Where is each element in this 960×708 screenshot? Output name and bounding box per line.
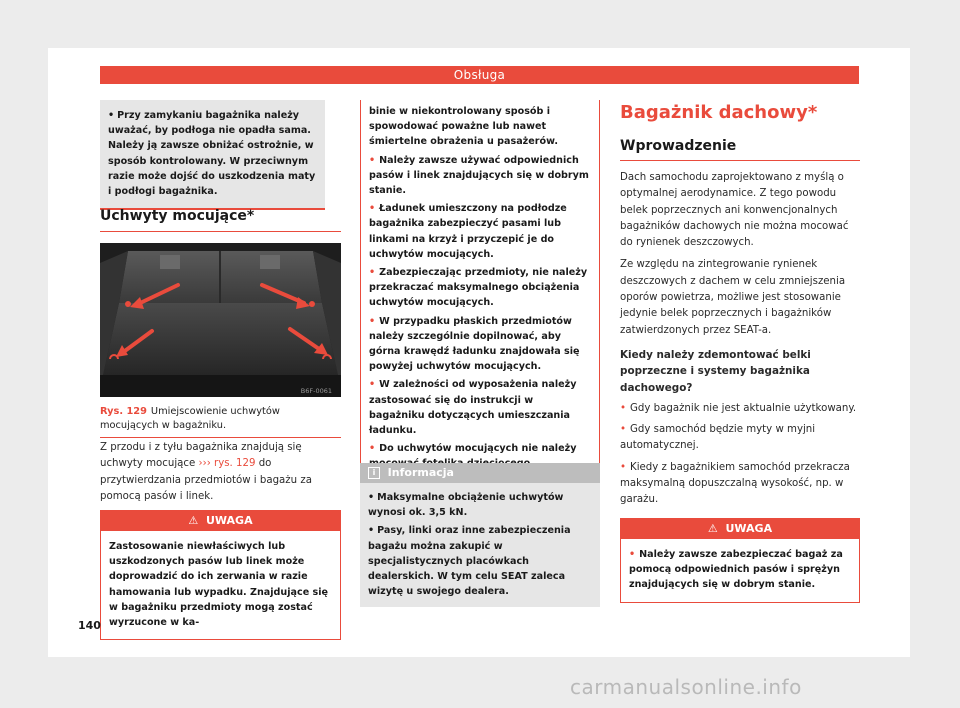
body-paragraph [100, 440, 341, 505]
warning-box [620, 518, 860, 603]
question-heading: Kiedy należy zdemontować belki poprzeczne i systemy bagażnika dachowego? [620, 348, 811, 394]
bullet-icon: • [369, 443, 376, 455]
warning-continued-text: binie w niekontrolowany sposób i spowodować poważne lub nawet śmiertelne obrażenia u pasażerów. [369, 106, 558, 148]
section-subtitle: Wprowadzenie [620, 138, 737, 154]
bullet-icon: • [108, 110, 115, 121]
bullet-icon: • [368, 492, 375, 503]
column-1 [100, 100, 341, 629]
warning-header [621, 519, 859, 539]
watermark: carmanualsonline.info [570, 675, 802, 699]
caption-text: Umiejscowienie uchwytów mocujących w bagażniku. [100, 406, 280, 431]
bullet-icon: • [620, 461, 627, 473]
body-text-1: Z przodu i z tyłu bagażnika znajdują się uchwyty mocujące [100, 442, 302, 470]
warning-triangle-icon: ⚠ [188, 514, 199, 527]
body-text-2: do przytwierdzania przedmiotów i bagażu za pomocą pasów i linek. [100, 458, 312, 502]
list-item: Kiedy z bagażnikiem samochód przekracza maksymalną dopuszczalną wysokość, np. w garażu. [620, 461, 850, 506]
paragraph-2: Ze względu na zintegrowanie rynienek deszczowych z dachem w celu zmniejszenia oporów powietrza, możliwe jest stosowanie jedynie belek poprzecznych i bagażników zatwierdzonych przez SEAT-a. [620, 259, 846, 336]
info-bullet: Maksymalne obciążenie uchwytów wynosi ok. 3,5 kN. [368, 492, 564, 519]
chapter-title: Bagażnik dachowy* [620, 102, 818, 123]
info-box [360, 463, 600, 607]
info-label: Informacja [387, 466, 454, 479]
warning-text: Przy zamykaniu bagażnika należy uważać, by podłoga nie opadła sama. Należy ją zawsze obniżać ostrożnie, w sposób kontrolowany. W przeciwnym razie może dojść do uszkodzenia maty i podłogi bagażnika. [108, 110, 316, 198]
figure-code: B6F-0061 [300, 387, 332, 395]
figure-link[interactable]: ››› rys. 129 [198, 458, 256, 470]
figure-trunk-photo [100, 243, 341, 397]
bullet-icon: • [629, 549, 636, 560]
warning-text: Zastosowanie niewłaściwych lub uszkodzonych pasów lub linek może doprowadzić do ich zerwania w razie hamowania lub wypadku. Znajdujące się w bagażniku przedmioty mogą zostać wyrzucone w ka- [109, 541, 329, 629]
list-item: Gdy samochód będzie myty w myjni automatycznej. [620, 424, 816, 452]
warning-label: UWAGA [725, 522, 773, 535]
bullet-icon: • [369, 315, 376, 327]
warning-box [100, 510, 341, 640]
warning-triangle-icon: ⚠ [707, 522, 718, 535]
section-rule [100, 231, 341, 232]
subtitle-rule [620, 160, 860, 161]
warning-bullet: Należy zawsze używać odpowiednich pasów i linek znajdujących się w dobrym stanie. [369, 154, 589, 197]
bullet-icon: • [620, 424, 627, 436]
bullet-icon: • [369, 154, 376, 166]
chapter-header: Obsługa [100, 66, 859, 84]
bullet-icon: • [620, 402, 627, 414]
figure-caption [100, 405, 341, 438]
warning-label: UWAGA [205, 514, 253, 527]
warning-box-continued [360, 100, 600, 482]
warning-continuation [100, 100, 325, 210]
bullet-icon: • [369, 203, 376, 215]
bullet-icon: • [369, 267, 376, 279]
info-icon: i [368, 467, 380, 479]
body-text [620, 170, 860, 509]
list-item: Gdy bagażnik nie jest aktualnie użytkowany. [630, 402, 857, 414]
warning-bullet: W przypadku płaskich przedmiotów należy szczególnie dopilnować, aby górna krawędź ładunku znajdowała się powyżej uchwytów mocujących. [369, 315, 580, 373]
warning-bullet: Ładunek umieszczony na podłodze bagażnika zabezpieczyć pasami lub linkami na krzyż i przyczepić je do uchwytów mocujących. [369, 203, 567, 260]
info-bullet: Pasy, linki oraz inne zabezpieczenia bagażu można zakupić w specjalistycznych placówkach dealerskich. W tym celu SEAT zaleca wizytę u swojego dealera. [368, 525, 571, 598]
page-number: 140 [78, 619, 101, 632]
warning-bullet: W zależności od wyposażenia należy zastosować się do instrukcji w bagażniku dotyczących umieszczania ładunku. [369, 379, 577, 437]
column-3 [620, 100, 860, 620]
caption-ref: Rys. 129 [100, 406, 147, 417]
warning-bullet: Zabezpieczając przedmioty, nie należy przekraczać maksymalnego obciążenia uchwytów mocujących. [369, 267, 588, 309]
trunk-illustration [100, 243, 341, 397]
warning-header [101, 511, 340, 531]
section-title: Uchwyty mocujące* [100, 208, 255, 224]
column-2 [360, 100, 600, 620]
bullet-icon: • [368, 525, 375, 537]
paragraph-1: Dach samochodu zaprojektowano z myślą o optymalnej aerodynamice. Z tego powodu belek poprzecznych ani konwencjonalnych bagażników dachowych nie można mocować do rynienek deszczowych. [620, 172, 849, 249]
warning-bullet: Należy zawsze zabezpieczać bagaż za pomocą odpowiednich pasów i sprężyn znajdujących się w dobrym stanie. [629, 549, 843, 591]
warning-bullet: Do uchwytów mocujących nie należy [379, 443, 577, 455]
bullet-icon: • [369, 379, 376, 391]
info-header [360, 463, 600, 483]
